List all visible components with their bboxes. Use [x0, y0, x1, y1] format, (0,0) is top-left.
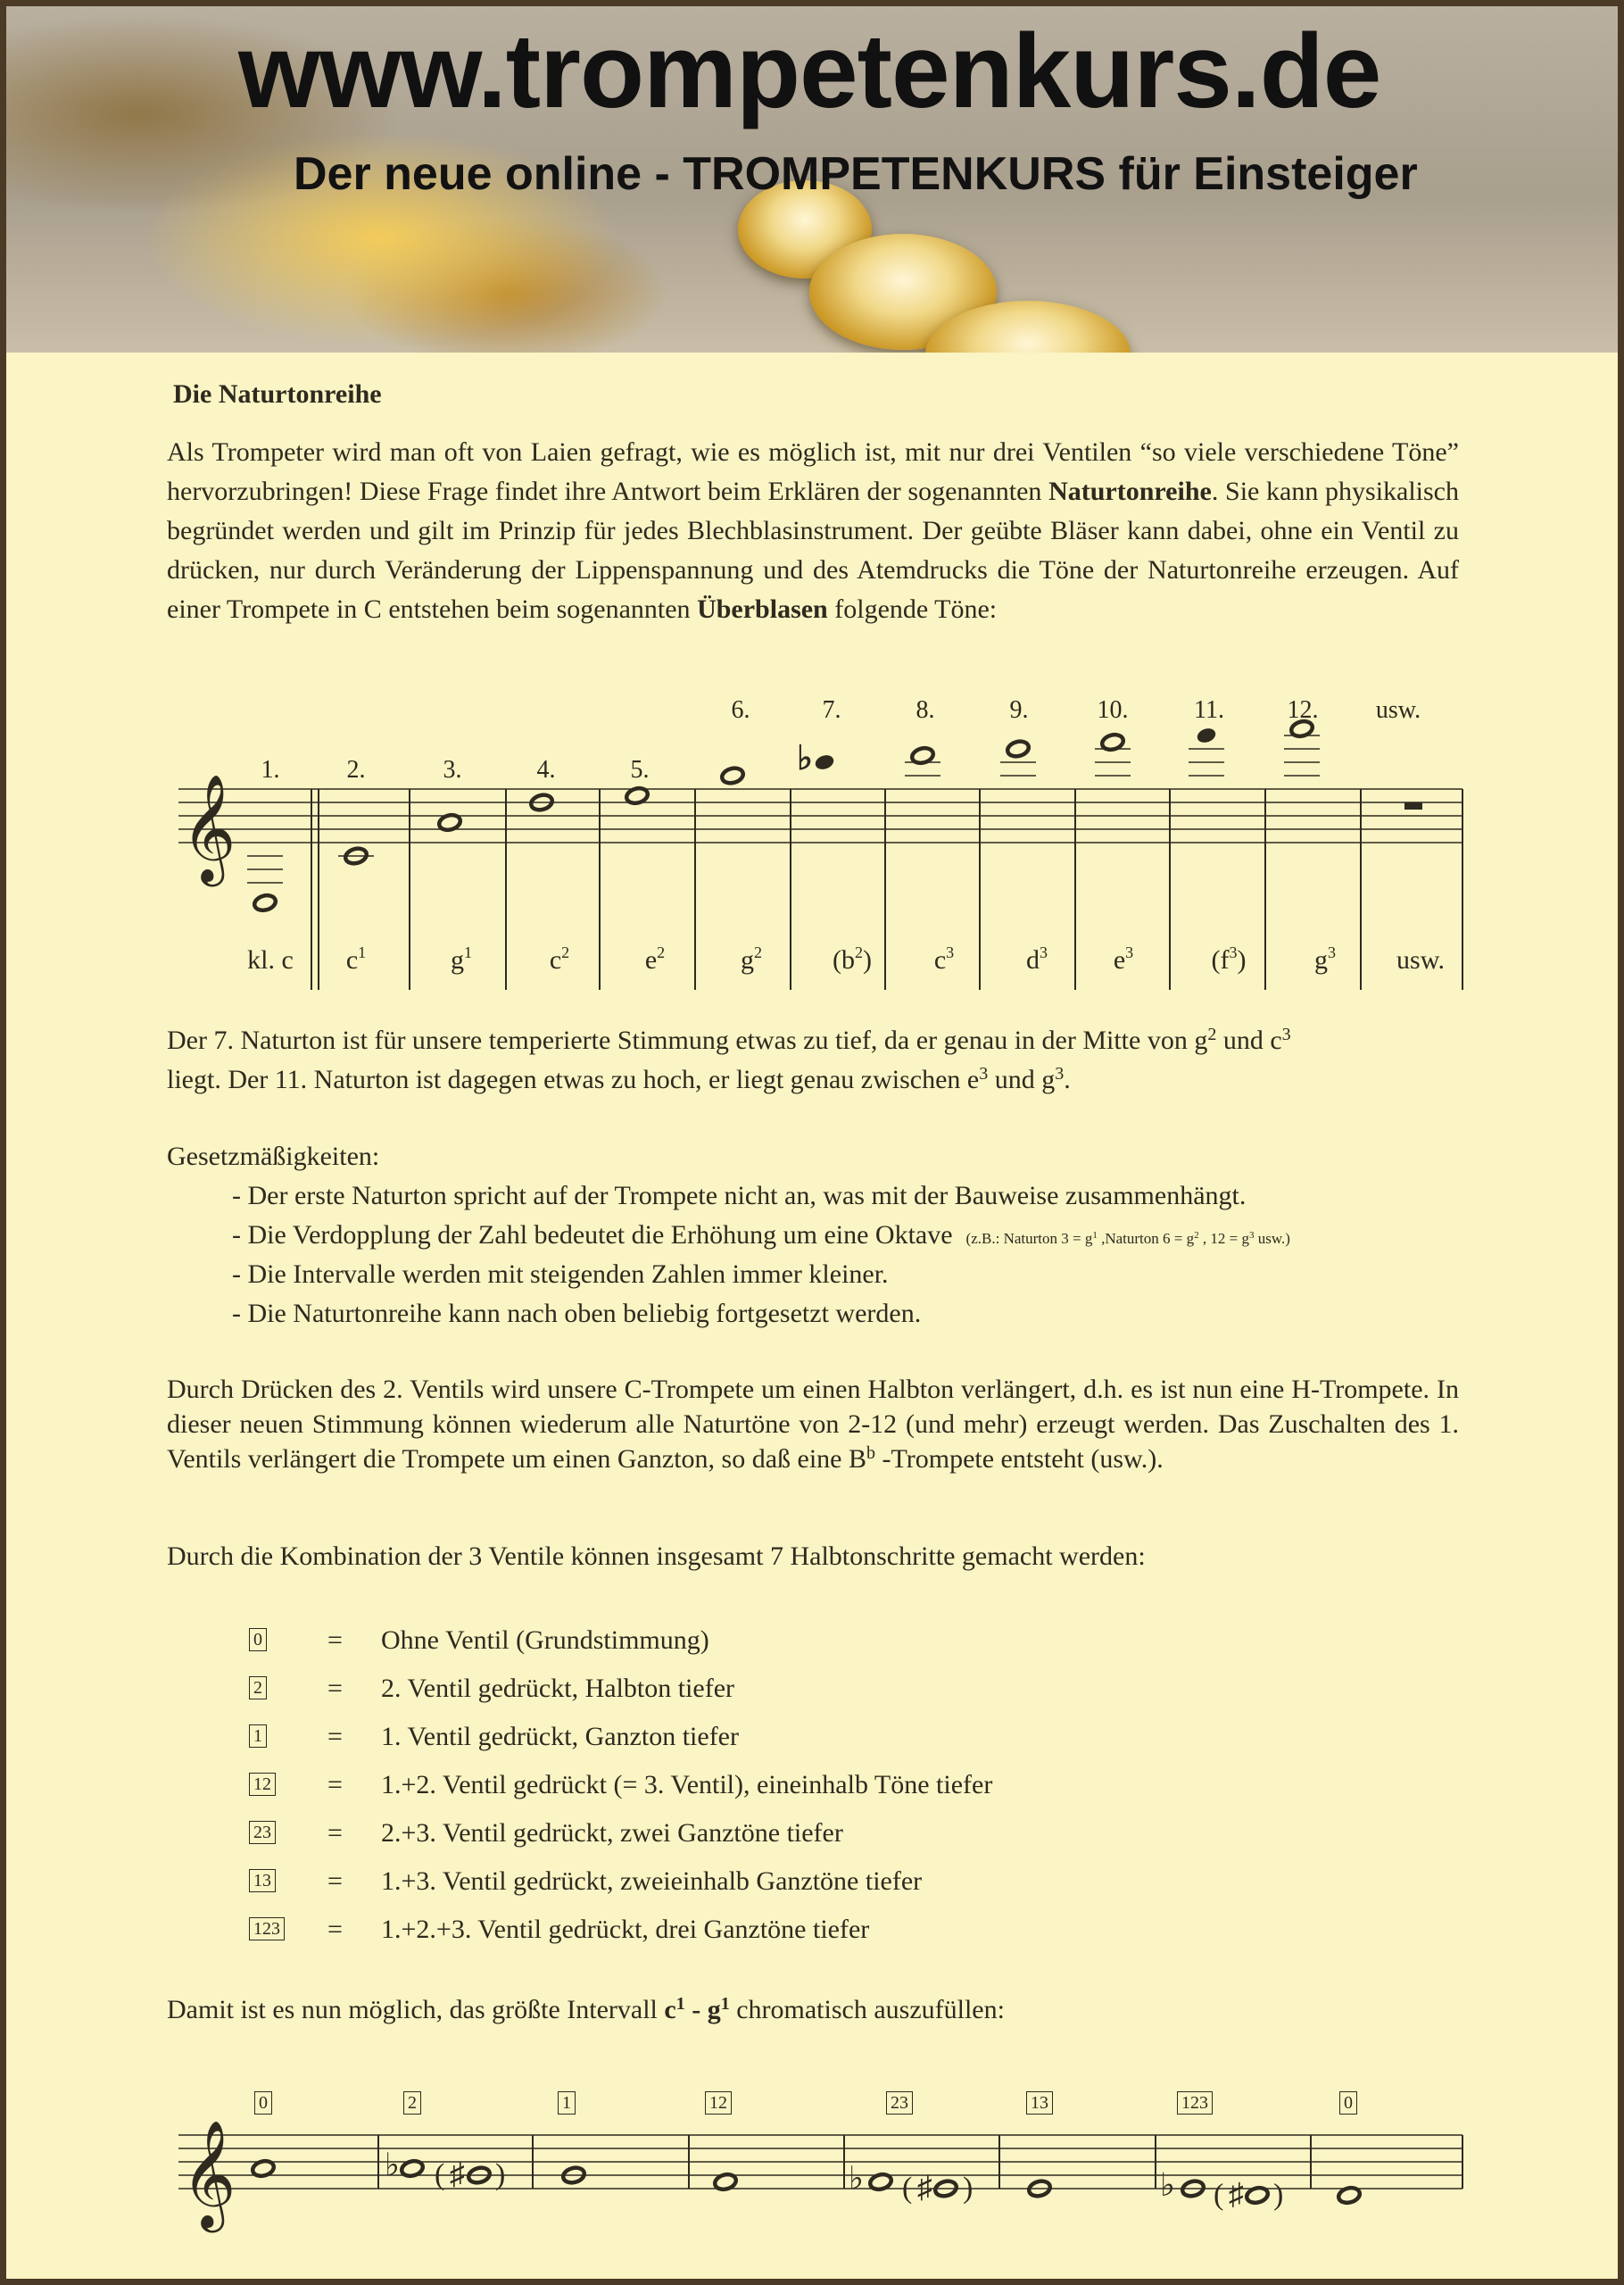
harmonic-number-label: 1. — [261, 756, 280, 784]
harmonic-number-label: 12. — [1287, 696, 1319, 724]
intro-text-3: folgende Töne: — [827, 594, 998, 624]
harmonic-number-label: 11. — [1194, 696, 1224, 724]
note-g-flat — [868, 2173, 892, 2192]
valve-description: 1.+3. Ventil gedrückt, zweieinhalb Ganztöne tiefer — [381, 1866, 923, 1896]
valve-number-box: 0 — [249, 1628, 267, 1651]
law-item: - Die Intervalle werden mit steigenden Zahlen immer kleiner. — [232, 1259, 889, 1289]
note7-text: Der 7. Naturton ist für unsere temperierte Stimmung etwas zu tief, da er genau in der Mitte von g — [167, 1026, 1208, 1055]
half-rest-icon — [1404, 802, 1422, 810]
harmonic-number-label: 5. — [630, 756, 650, 784]
note7-text: liegt. Der 11. Naturton ist dagegen etwas zu hoch, er liegt genau zwischen e — [167, 1065, 980, 1094]
flat-sign-icon: ♭ — [1160, 2167, 1175, 2203]
paren: ( — [902, 2172, 913, 2205]
header-banner — [6, 6, 1618, 353]
valve-number-box: 23 — [249, 1821, 276, 1844]
law-item: - Die Naturtonreihe kann nach oben beliebig fortgesetzt werden. — [232, 1299, 922, 1328]
harmonic-note-name: $c^2$ — [549, 943, 570, 975]
intro-bold-naturtonreihe: Naturtonreihe — [1048, 477, 1212, 506]
equals-sign: = — [327, 1818, 343, 1848]
harmonic-note-name: $(f^3)$ — [1211, 943, 1247, 975]
valves-text: Durch Drücken des 2. Ventils wird unsere C-Trompete um einen Halbton verlängert, d.h. es ist nun eine H-Trompete. In dieser neuen Stimmung können wiederum alle Naturtöne von 2-12 (und mehr) erzeugt werden. Das Zuschalten des 1. Ventils verlängert die Trompete um einen Ganzton, so daß eine B — [167, 1375, 1459, 1474]
note7-text: und c — [1216, 1026, 1282, 1055]
valves-paragraph — [167, 1372, 1459, 1476]
valve-description: 1. Ventil gedrückt, Ganzton tiefer — [381, 1722, 739, 1751]
chromatic-valve-box: 12 — [705, 2091, 732, 2115]
valve-description: 1.+2. Ventil gedrückt (= 3. Ventil), eineinhalb Töne tiefer — [381, 1770, 993, 1799]
harmonic-number-label: 8. — [916, 696, 935, 724]
note-e2 — [625, 786, 649, 806]
note-f — [713, 2173, 737, 2192]
note-b2-flat — [814, 753, 835, 771]
harmonic-note-name: $c^3$ — [933, 943, 955, 975]
final-text: Damit ist es nun möglich, das größte Intervall — [167, 1995, 665, 2024]
equals-sign: = — [327, 1866, 343, 1896]
chromatic-valve-box: 123 — [1177, 2091, 1213, 2115]
paren: ) — [495, 2158, 506, 2191]
harmonic-note-name: $(b^2)$ — [833, 943, 872, 975]
harmonic-note-name: $g^2$ — [741, 943, 762, 975]
intro-bold-ueberblasen: Überblasen — [697, 594, 828, 624]
note-e-flat — [1181, 2179, 1205, 2198]
intro-text-2: . Sie kann physikalisch begründet werden und gilt im Prinzip für jedes Blechblasinstrument. Der geübte Bläser kann dabei, ohne ein Ventil zu drücken, nur durch Veränderung der Lippenspannung und des Atemdrucks die Töne der Naturtonreihe erzeugen. Auf einer Trompete in C entstehen beim sogenannten — [167, 477, 1460, 624]
final-text: chromatisch auszufüllen: — [729, 1995, 1005, 2024]
note7-sup: 3 — [1055, 1064, 1065, 1084]
harmonic-note-name: $d^3$ — [1026, 943, 1048, 975]
valve-description: 2. Ventil gedrückt, Halbton tiefer — [381, 1674, 735, 1703]
note-d — [1337, 2186, 1361, 2206]
harmonic-note-name: kl. c — [247, 945, 294, 975]
note-g-sharp — [467, 2165, 491, 2185]
paren: ( — [1214, 2178, 1224, 2212]
note7-text: . — [1064, 1065, 1071, 1094]
equals-sign: = — [327, 1674, 343, 1703]
note-c3 — [910, 746, 934, 766]
chromatic-valve-box: 13 — [1026, 2091, 1053, 2115]
harmonic-note-name: $e^3$ — [1113, 943, 1134, 975]
chromatic-valve-box: 0 — [254, 2091, 272, 2115]
chromatic-valve-box: 23 — [886, 2091, 913, 2115]
valve-description: 2.+3. Ventil gedrückt, zwei Ganztöne tiefer — [381, 1818, 843, 1848]
harmonic-note-name: $c^1$ — [345, 943, 367, 975]
note-f3 — [1196, 727, 1217, 744]
harmonic-note-name: $g^1$ — [451, 943, 472, 975]
final-paragraph — [167, 1990, 1459, 2030]
harmonic-number-label: 7. — [822, 696, 841, 724]
equals-sign: = — [327, 1770, 343, 1799]
note-c1 — [344, 846, 368, 866]
note-e-sharp — [933, 2179, 957, 2198]
combination-intro: Durch die Kombination der 3 Ventile können insgesamt 7 Halbtonschritte gemacht werden: — [167, 1541, 1146, 1571]
valve-number-box: 123 — [249, 1917, 285, 1940]
chromatic-valve-box: 1 — [558, 2091, 576, 2115]
sharp-sign-icon: ♯ — [1229, 2178, 1244, 2212]
note7-sup: 3 — [1281, 1025, 1291, 1044]
note-g2 — [720, 766, 744, 785]
valve-number-box: 1 — [249, 1724, 267, 1748]
equals-sign: = — [327, 1722, 343, 1751]
laws-title: Gesetzmäßigkeiten: — [167, 1142, 380, 1171]
flat-sign-icon: ♭ — [385, 2147, 400, 2183]
flat-sup: b — [866, 1443, 875, 1463]
treble-clef-icon: 𝄞 — [181, 777, 236, 880]
valve-number-box: 13 — [249, 1869, 276, 1892]
sharp-sign-icon: ♯ — [917, 2172, 932, 2205]
flat-sign-icon: ♭ — [849, 2160, 864, 2197]
paren: ( — [435, 2158, 445, 2191]
harmonic-number-label: 3. — [443, 756, 462, 784]
paren: ) — [1273, 2178, 1284, 2212]
harmonic-number-label: 9. — [1009, 696, 1029, 724]
note-c2 — [529, 793, 553, 812]
harmonic-note-name: $e^2$ — [644, 943, 666, 975]
valve-description: 1.+2.+3. Ventil gedrückt, drei Ganztöne tiefer — [381, 1915, 870, 1944]
valve-number-box: 2 — [249, 1676, 267, 1699]
harmonic-number-label: 10. — [1097, 696, 1129, 724]
law-text: - Die Verdopplung der Zahl bedeutet die Erhöhung um eine Oktave — [232, 1220, 953, 1250]
note-e3 — [1100, 733, 1124, 752]
treble-clef-icon: 𝄞 — [181, 2123, 236, 2226]
intro-text-1: Als Trompeter wird man oft von Laien gefragt, wie es möglich ist, mit nur drei Ventilen “so viele verschiedene Töne” hervorzubringen! Diese Frage findet ihre Antwort beim Erklären der sogenannten — [167, 437, 1459, 506]
note-g1 — [251, 2159, 275, 2179]
final-bold: - g — [684, 1995, 721, 2024]
final-sup: 1 — [675, 1994, 685, 2014]
chromatic-valve-box: 0 — [1339, 2091, 1357, 2115]
harmonic-number-label: 2. — [346, 756, 366, 784]
note-d3 — [1006, 739, 1030, 759]
harmonic-number-label: usw. — [1375, 696, 1421, 724]
note7-paragraph — [167, 1021, 1459, 1100]
harmonic-note-name: usw. — [1396, 945, 1445, 975]
final-sup: 1 — [720, 1994, 730, 2014]
note-c-sharp — [1245, 2186, 1269, 2206]
chromatic-valve-box: 2 — [403, 2091, 421, 2115]
note7-sup: 2 — [1207, 1025, 1217, 1044]
note-g1 — [437, 813, 461, 833]
site-subtitle: Der neue online - TROMPETENKURS für Einsteiger — [294, 148, 1418, 200]
harmonic-note-name: $g^3$ — [1314, 943, 1336, 975]
note-e — [1027, 2179, 1051, 2198]
flat-sign-icon: ♭ — [797, 740, 813, 777]
equals-sign: = — [327, 1915, 343, 1944]
law-item: - Der erste Naturton spricht auf der Trompete nicht an, was mit der Bauweise zusammenhängt. — [232, 1181, 1247, 1210]
valve-description: Ohne Ventil (Grundstimmung) — [381, 1625, 709, 1655]
harmonic-number-label: 4. — [536, 756, 556, 784]
note7-sup: 3 — [979, 1064, 989, 1084]
valves-text: -Trompete entsteht (usw.). — [875, 1444, 1164, 1474]
law-example: (z.B.: Naturton $3 = g^1$ ,Naturton $6 = g^2$ , $12 = g^3$ usw.) — [965, 1230, 1290, 1247]
final-bold: c — [664, 1995, 676, 2024]
sharp-sign-icon: ♯ — [450, 2158, 465, 2191]
paren: ) — [963, 2172, 974, 2205]
intro-paragraph — [167, 433, 1459, 629]
note7-text: und g — [988, 1065, 1056, 1094]
law-item — [232, 1220, 1290, 1251]
note-a-flat — [400, 2159, 424, 2179]
equals-sign: = — [327, 1625, 343, 1655]
note-c-small — [253, 893, 277, 913]
site-title: www.trompetenkurs.de — [238, 12, 1381, 130]
note-f-sharp-g — [561, 2165, 585, 2185]
valve-number-box: 12 — [249, 1773, 276, 1796]
harmonic-number-label: 6. — [731, 696, 750, 724]
section-heading: Die Naturtonreihe — [173, 379, 382, 409]
